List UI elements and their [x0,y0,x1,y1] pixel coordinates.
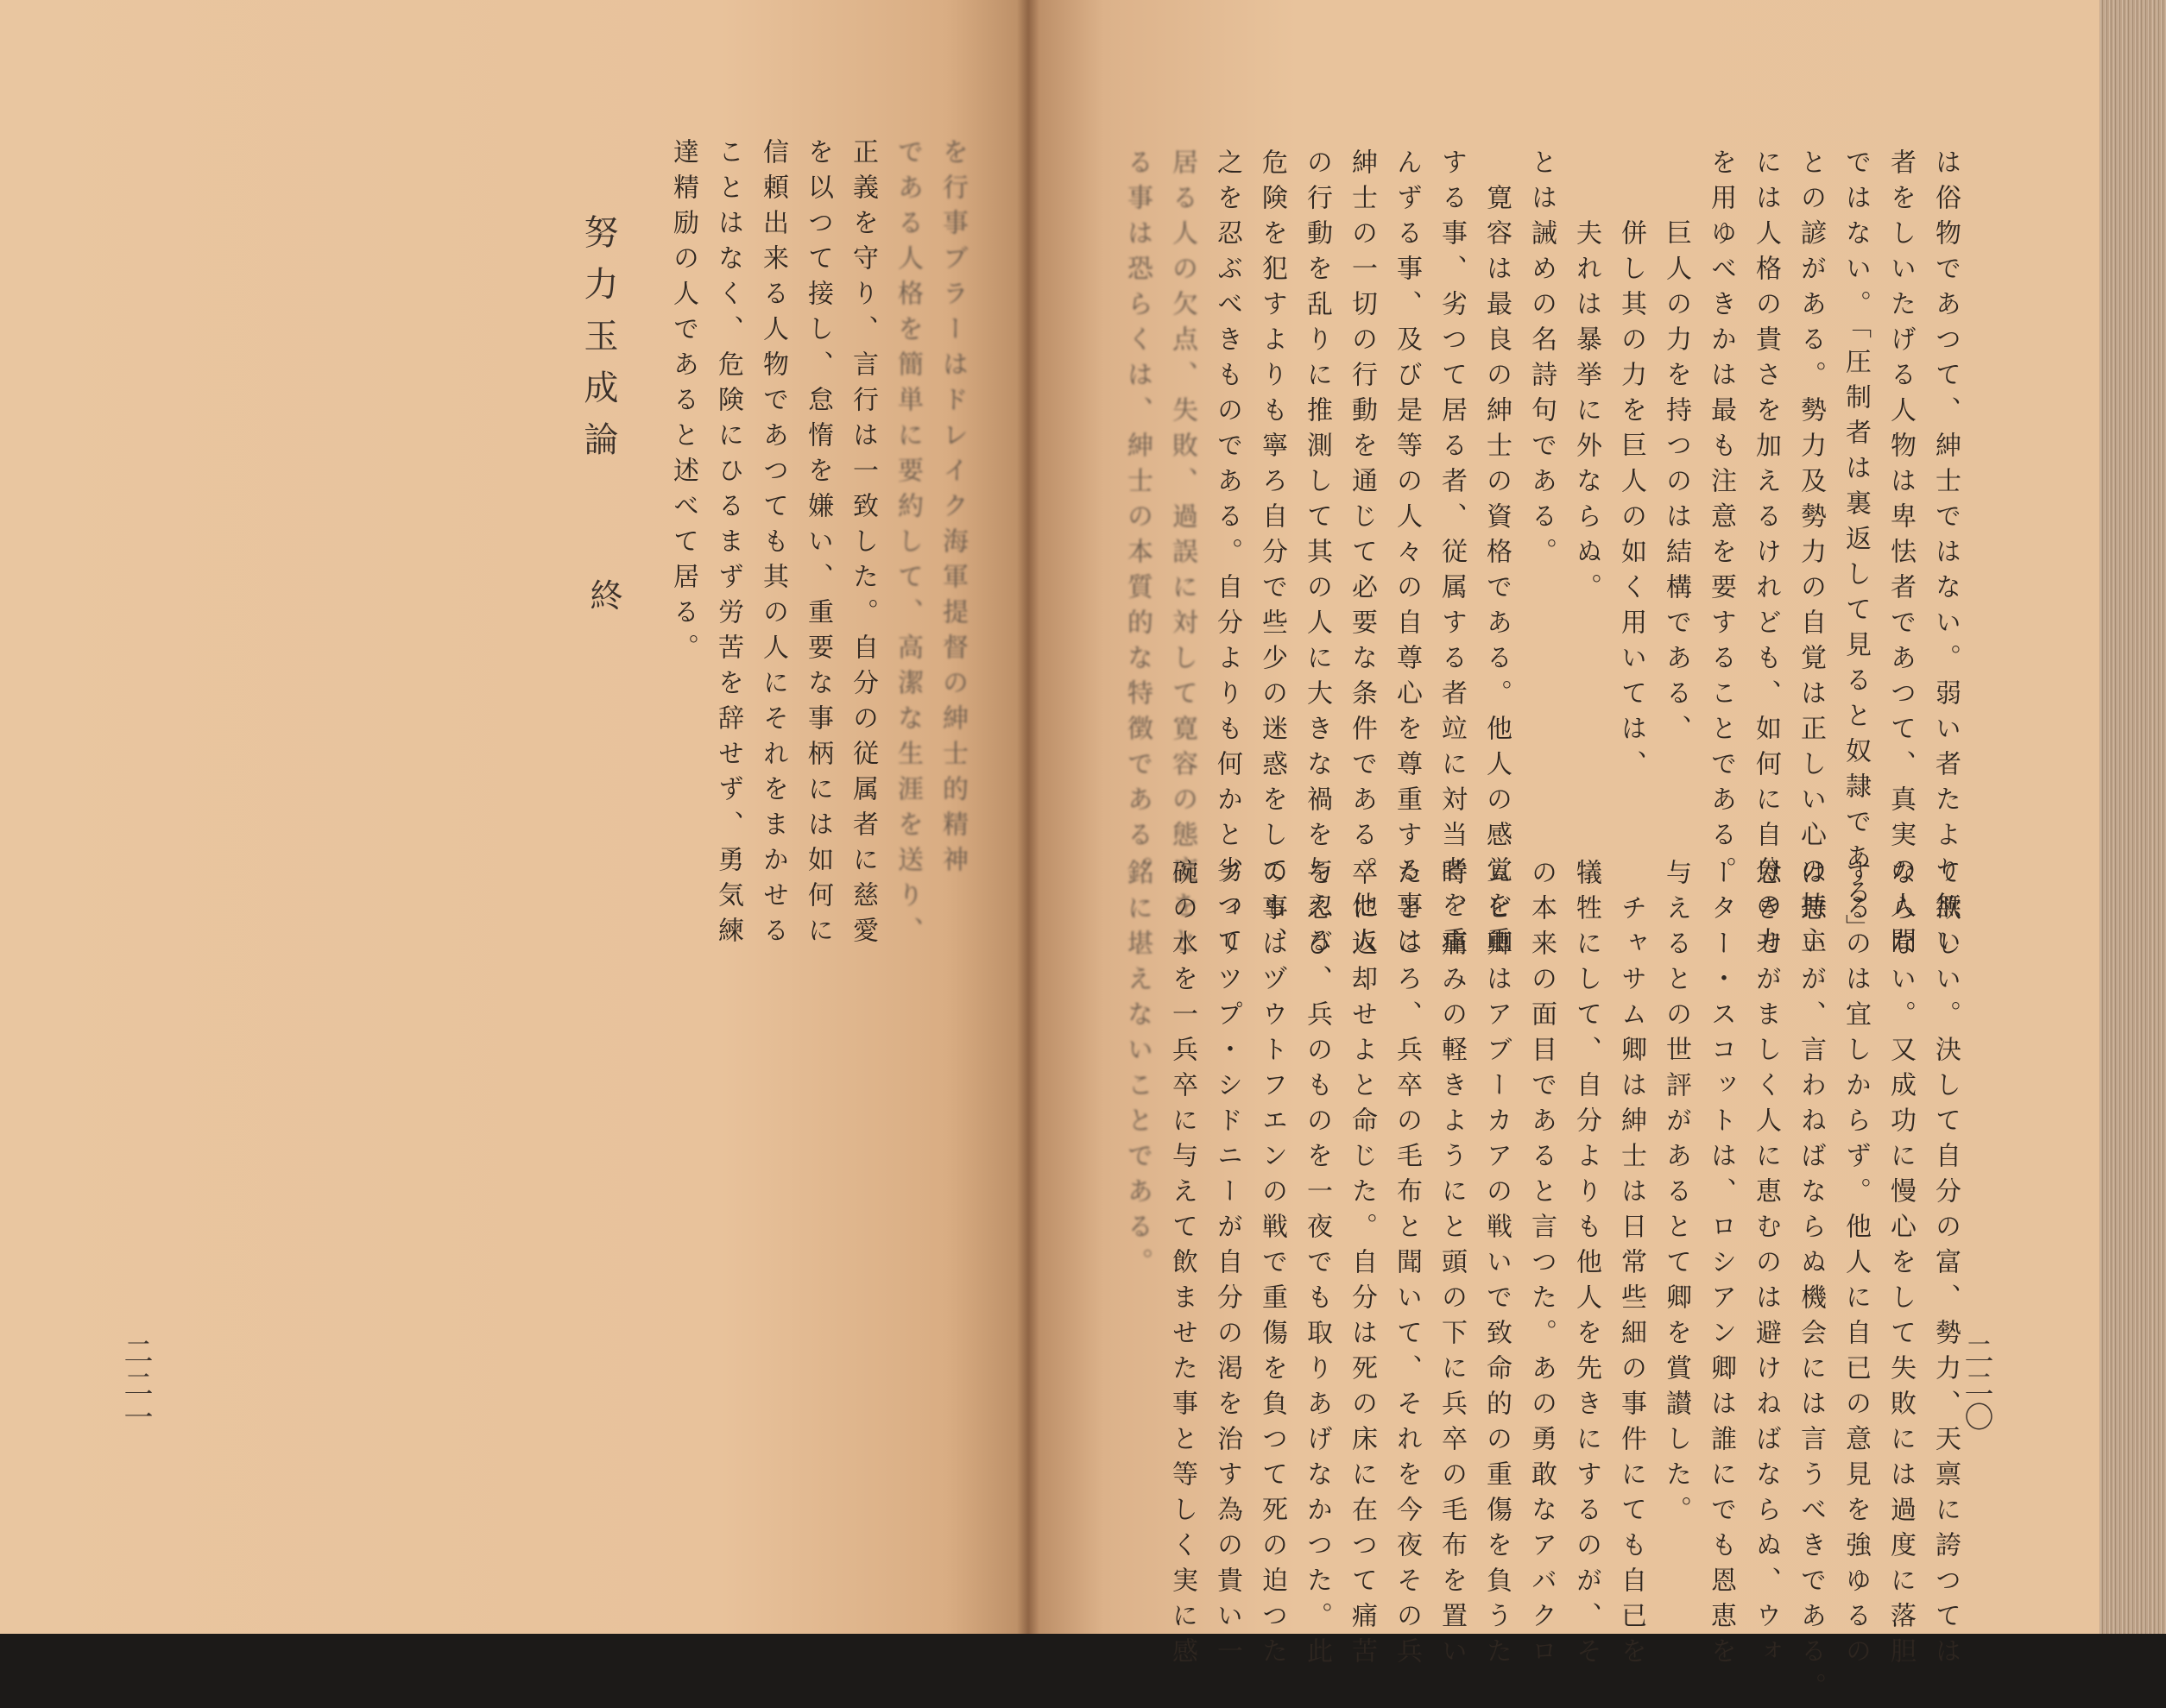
right-text-line: とは誡めの名詩句である。 [1526,148,1557,573]
right-text-line: するのは宜しからず。他人に自已の意見を強ゆるの [1841,859,1871,1673]
right-text-line: んずる事、及び是等の人々の自尊心を尊重する事は [1392,148,1422,962]
right-text-line: 卒に返却せよと命じた。自分は死の床に在つて痛苦 [1347,859,1377,1673]
right-text-line: する事、劣つて居る者、従属する者竝に対当者を重 [1437,148,1467,962]
right-text-line: 巨人の力を持つのは結構である、 [1661,148,1691,750]
right-text-line: ならない。又成功に慢心をして失敗には過度に落胆 [1885,859,1916,1673]
right-text-line: は俗物であつて、紳士ではない。弱い者たより無い [1930,148,1961,962]
right-text-line: て欲しい。決して自分の富、勢力、天禀に誇つては [1930,859,1961,1673]
right-text-line: フィリツプ・シドニーが自分の渇を治す為の貴い一 [1212,859,1242,1673]
right-text-line: 危険を犯すよりも寧ろ自分で些少の迷惑をしても、 [1257,148,1287,962]
right-text-line: との諺がある。勢力及勢力の自覚は正しい心の持主 [1796,148,1826,962]
right-text-line: を忍び、兵のものを一夜でも取りあげなかつた。此 [1302,859,1332,1673]
left-text-line: 信頼出来る人物であつても其の人にそれをまかせる [758,138,788,952]
right-text-line: を用ゆべきかは最も注意を要することである。 [1706,148,1736,892]
right-text-line: の本来の面目であると言つた。あの勇敢なアバクロ [1526,859,1557,1673]
right-text-line: たところ、兵卒の毛布と聞いて、それを今夜その兵 [1392,859,1422,1673]
right-text-line: 時、痛みの軽きようにと頭の下に兵卒の毛布を置い [1437,859,1467,1673]
left-text-line: 達精励の人であると述べて居る。 [668,138,698,669]
right-text-line: ムビ卿はアブーカアの戦いで致命的の重傷を負うた [1481,859,1512,1673]
page-number-right: 二二〇 [1959,1336,1993,1434]
right-text-line: は悪いが、言わねばならぬ機会には言うべきである。 [1796,859,1826,1708]
right-text-line: る事は恐らくは、紳士の本質的な特徴である。 [1122,148,1152,892]
right-text-line: には人格の貴さを加えるけれども、如何に自分の力 [1751,148,1781,962]
left-text-line: を行事ブラーはドレイク海軍提督の紳士的精神 [938,138,968,881]
right-text-line: 併し其の力を巨人の如く用いては、 [1616,148,1646,785]
page-edges [2100,0,2166,1634]
book-title: 努力玉成論 [578,214,618,473]
right-text-line: 犠牲にして、自分よりも他人を先きにするのが、そ [1571,859,1601,1673]
page-number-left: 二二一 [118,1336,153,1434]
right-text-line: 銘に堪えないことである。 [1122,859,1152,1283]
right-text-line: 夫れは暴挙に外ならぬ。 [1571,148,1601,608]
left-text-line: である人格を簡単に要約して、高潔な生涯を送り、 [893,138,923,952]
left-text-line: ことはなく、危険にひるまず労苦を辞せず、勇気練 [713,138,743,952]
right-text-line: 者をしいたげる人物は卑怯者であつて、真実の人間 [1885,148,1916,962]
right-text-line: 寛容は最良の紳士の資格である。他人の感覚を重 [1481,148,1512,962]
left-text-line: 正義を守り、言行は一致した。自分の従属者に慈愛 [848,138,878,952]
right-text-line: 碗の水を一兵卒に与えて飲ませた事と等しく実に感 [1167,859,1197,1673]
book-gutter [1017,0,1039,1634]
right-text-line: 居る人の欠点、失敗、過誤に対して寛容の態度をと [1167,148,1197,962]
right-text-line: 恩きせがましく人に恵むのは避けねばならぬ、ウォ [1751,859,1781,1673]
right-text-line: ーター・スコットは、ロシアン卿は誰にでも恩恵を [1706,859,1736,1673]
right-text-line: の事はヅウトフエンの戦で重傷を負つて死の迫つた [1257,859,1287,1673]
right-text-line: ではない。「圧制者は裏返して見ると奴隷である」 [1841,148,1871,949]
right-text-line: 与えるとの世評があるとて卿を賞讃した。 [1661,859,1691,1531]
right-text-line: チャサム卿は紳士は日常些細の事件にても自已を [1616,859,1646,1673]
left-text-line: を以つて接し、怠惰を嫌い、重要な事柄には如何に [803,138,833,952]
right-text-line: 紳士の一切の行動を通じて必要な条件である。他人 [1347,148,1377,962]
right-text-line: の行動を乱りに推測して其の人に大きな禍を与える [1302,148,1332,962]
end-mark: 終 [584,578,622,611]
right-text-line: 之を忍ぶべきものである。自分よりも何かと劣つて [1212,148,1242,962]
